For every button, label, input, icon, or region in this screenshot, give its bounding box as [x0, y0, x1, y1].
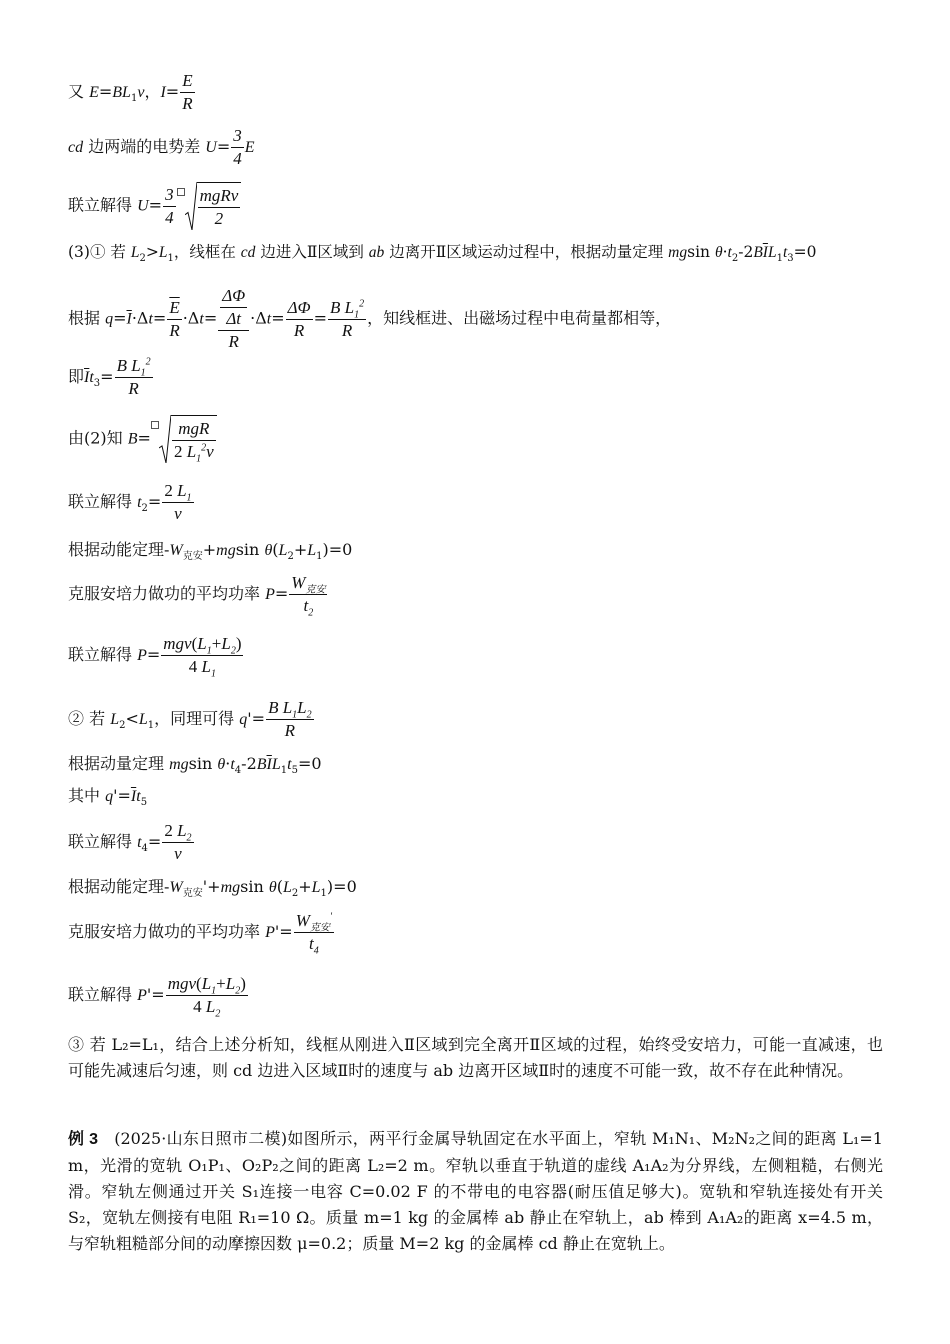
line-18: 联立解得 P'= $\frac{mgv(L_1+L_2)}{4 L_2}$ — [68, 974, 246, 1020]
example-label: 例 3 — [68, 1131, 98, 1148]
line-17: 克服安培力做功的平均功率 P'= $\frac{W_{克安}'}{t_4}$ — [68, 911, 332, 957]
line-3: 联立解得 U= $\frac{3}{4}$ $\frac{\text{mgRv}}{2}$ — [68, 182, 241, 230]
line-15: 联立解得 $t_4=$ $\frac{2 L_2}{v}$ — [68, 821, 192, 863]
line-4: (3)① 若 $L_2>L_1$，线框在 cd 边进入Ⅱ区域到 ab 边离开Ⅱ区域运动过程中，根据动量定理 mgsin $\theta\cdot t_2-2B\overline{I}L_1t_3=0$ — [68, 243, 817, 265]
line-9: 根据动能定理$-W_{克安}+mgsin$ $\theta(L_2+L_1)=0$ — [68, 540, 353, 563]
line-11: 联立解得 P= $\frac{mgv(L_1+L_2)}{4 L_1}$ — [68, 634, 242, 680]
line-1: 又 $E=BL_1v$，I= $\frac{E}{R}$ — [68, 71, 193, 113]
line-5: 根据 $q=\overline{I}\cdot\Delta t=$ $\frac{\overline{E}}{R}$ ·Δt= $\frac{\frac{\Delta\Phi}{\Delta t}}{R}$ ·Δt= $\frac{\Delta\Phi}{R}$ = $\frac{B L_1^2}{R}$ ，知线框进、出磁场过程中电荷量都相等， — [68, 286, 672, 351]
line-7: 由(2)知 B= $\frac{\text{mgR}}{2 L_1^2v}$ — [68, 415, 217, 463]
line-10: 克服安培力做功的平均功率 P= $\frac{W_{克安}}{t_2}$ — [68, 573, 326, 619]
line-12: ② 若 $L_2<L_1$，同理可得 q'= $\frac{B L_1L_2}{R}$ — [68, 698, 312, 740]
line-16: 根据动能定理$-W_{克安}'+mgsin$ $\theta(L_2+L_1)=0$ — [68, 877, 357, 900]
example-text: (2025·山东日照市二模)如图所示，两平行金属导轨固定在水平面上，窄轨 M₁N₁、M₂N₂之间的距离 L₁=1 m，光滑的宽轨 O₁P₁、O₂P₂之间的距离 L₂=2 m。窄轨以垂直于轨道的虚线 A₁A₂为分界线，左侧粗糙，右侧光滑。窄轨左侧通过开关 S₁连接一电容 C=0.02 F 的不带电的电容器(耐压值足够大)。宽轨和窄轨连接处有开关 S₂，宽轨左侧接有电阻 R₁=10 Ω。质量 m=1 kg 的金属棒 ab 静止在窄轨上，ab 棒到 A₁A₂的距离 x=4.5 m，与窄轨粗糙部分间的动摩擦因数 μ=0.2；质量 M=2 kg 的金属棒 cd 静止在宽轨上。 — [68, 1129, 883, 1253]
line-6: 即$\overline{I}t_3=$ $\frac{B L_1^2}{R}$ — [68, 356, 151, 398]
line-14: 其中 $q'=\overline{I}t_5$ — [68, 786, 148, 809]
line-13: 根据动量定理 mgsin $\theta\cdot t_4-2B\overline{I}L_1t_5=0$ — [68, 754, 322, 777]
example-3 — [68, 1126, 883, 1257]
line-8: 联立解得 $t_2=$ $\frac{2 L_1}{v}$ — [68, 481, 192, 523]
case-3-paragraph: ③ 若 L₂=L₁，结合上述分析知，线框从刚进入Ⅱ区域到完全离开Ⅱ区域的过程，始终受安培力，可能一直减速，也可能先减速后匀速，则 cd 边进入区域Ⅱ时的速度与 ab 边离开区域Ⅱ时的速度不可能一致，故不存在此种情况。 — [68, 1035, 883, 1080]
line-2: cd 边两端的电势差 U= $\frac{3}{4}$ E — [68, 126, 255, 168]
